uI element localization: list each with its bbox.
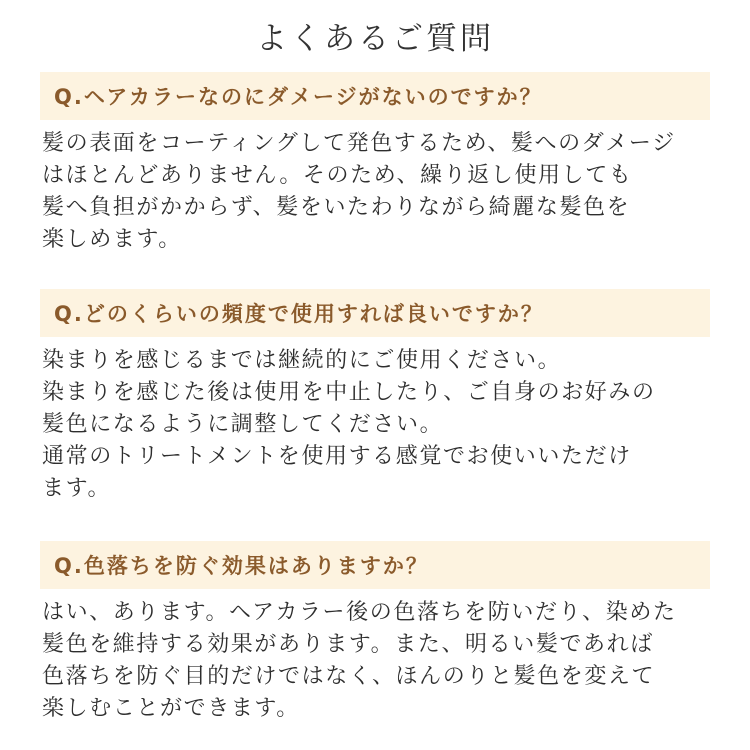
answer-line: 楽しむことができます。	[42, 696, 300, 721]
answer-line: 染まりを感じた後は使用を中止したり、ご自身のお好みの	[42, 380, 656, 405]
faq-question-1: Q.ヘアカラーなのにダメージがないのですか？	[40, 72, 710, 120]
page-title: よくあるご質問	[256, 21, 494, 57]
answer-line: 髪へ負担がかからず、髪をいたわりながら綺麗な髪色を	[42, 195, 631, 220]
answer-line: 髪色を維持する効果があります。また、明るい髪であれば	[42, 632, 654, 657]
answer-line: はほとんどありません。そのため、繰り返し使用しても	[42, 163, 633, 188]
answer-line: 通常のトリートメントを使用する感覚でお使いいただけ	[42, 444, 632, 469]
answer-line: 楽しめます。	[42, 227, 182, 252]
faq-question-2: Q.どのくらいの頻度で使用すれば良いですか？	[40, 289, 710, 337]
answer-line: はい、あります。ヘアカラー後の色落ちを防いだり、染めた	[42, 600, 677, 625]
answer-line: 髪色になるように調整してください。	[42, 412, 444, 437]
faq-item-3	[40, 541, 710, 725]
faq-answer-2	[40, 345, 710, 505]
faq-answer-3	[40, 597, 710, 725]
answer-line: 髪の表面をコーティングして発色するため、髪へのダメージ	[42, 131, 676, 156]
faq-item-1	[40, 72, 710, 256]
faq-answer-1	[40, 128, 710, 256]
faq-question-3: Q.色落ちを防ぐ効果はありますか？	[40, 541, 710, 589]
answer-line: 色落ちを防ぐ目的だけではなく、ほんのりと髪色を変えて	[42, 664, 656, 689]
answer-line: ます。	[42, 476, 112, 501]
answer-line: 染まりを感じるまでは継続的にご使用ください。	[42, 348, 562, 373]
faq-item-2	[40, 289, 710, 505]
